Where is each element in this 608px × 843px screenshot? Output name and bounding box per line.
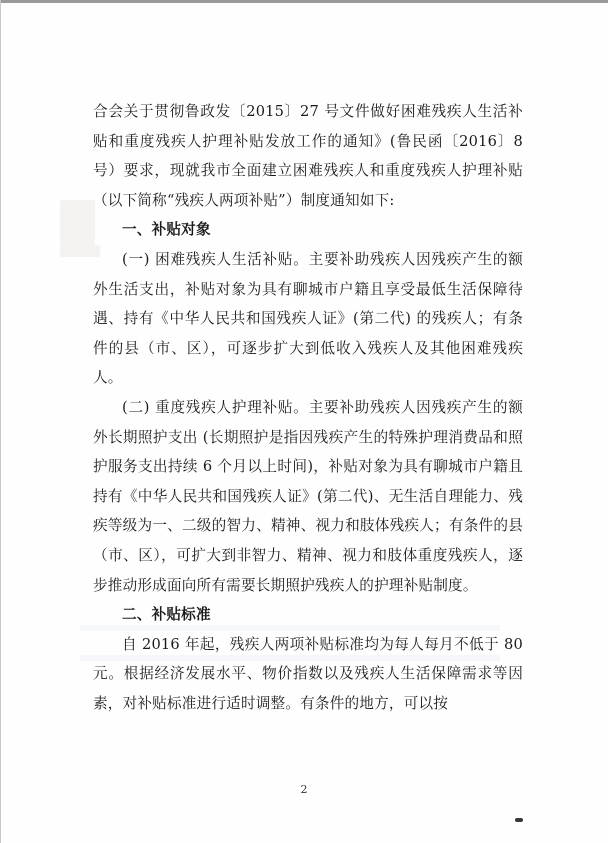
scan-left-edge	[0, 0, 1, 843]
page-number: 2	[300, 783, 308, 796]
scan-top-edge	[0, 0, 608, 3]
paragraph-standard: 自 2016 年起，残疾人两项补贴标准均为每人每月不低于 80 元。根据经济发展水平、物价指数以及残疾人生活保障需求等因素，对补贴标准进行适时调整。有条件的地方，可以按	[93, 635, 523, 712]
paragraph-care-subsidy: (二) 重度残疾人护理补贴。主要补助残疾人因残疾产生的额外长期照护支出 (长期照护是指因残疾产生的特殊护理消费品和照护服务支出持续 6 个月以上时间)，补贴对象为具有聊城市户籍且持有《中华人民共和国残疾人证》(第二代)、无生活自理能力、残疾等级为一、二级的智力、精神、视力和肢体残疾人；有条件的县（市、区），可扩大到非智力、精神、视力和肢体重度残疾人，逐步推动形成面向所有需要长期照护残疾人的护理补贴制度。	[93, 398, 523, 594]
paragraph-living-subsidy: (一) 困难残疾人生活补贴。主要补助残疾人因残疾产生的额外生活支出，补贴对象为具有聊城市户籍且享受最低生活保障待遇、持有《中华人民共和国残疾人证》(第二代) 的残疾人；有条件的县（市、区），可逐步扩大到低收入残疾人及其他困难残疾人。	[93, 250, 523, 387]
section-heading-subsidy-standard: 二、补贴标准	[122, 606, 211, 624]
section-heading-subsidy-targets: 一、补贴对象	[122, 221, 211, 239]
body-text	[93, 97, 523, 718]
paragraph-intro: 合会关于贯彻鲁政发〔2015〕27 号文件做好困难残疾人生活补贴和重度残疾人护理补贴发放工作的通知》(鲁民函〔2016〕8号）要求，现就我市全面建立困难残疾人和重度残疾人护理补贴（以下简称“残疾人两项补贴”）制度通知如下:	[93, 103, 523, 209]
scan-speck	[515, 818, 523, 822]
bleed-through-mark	[60, 200, 95, 245]
